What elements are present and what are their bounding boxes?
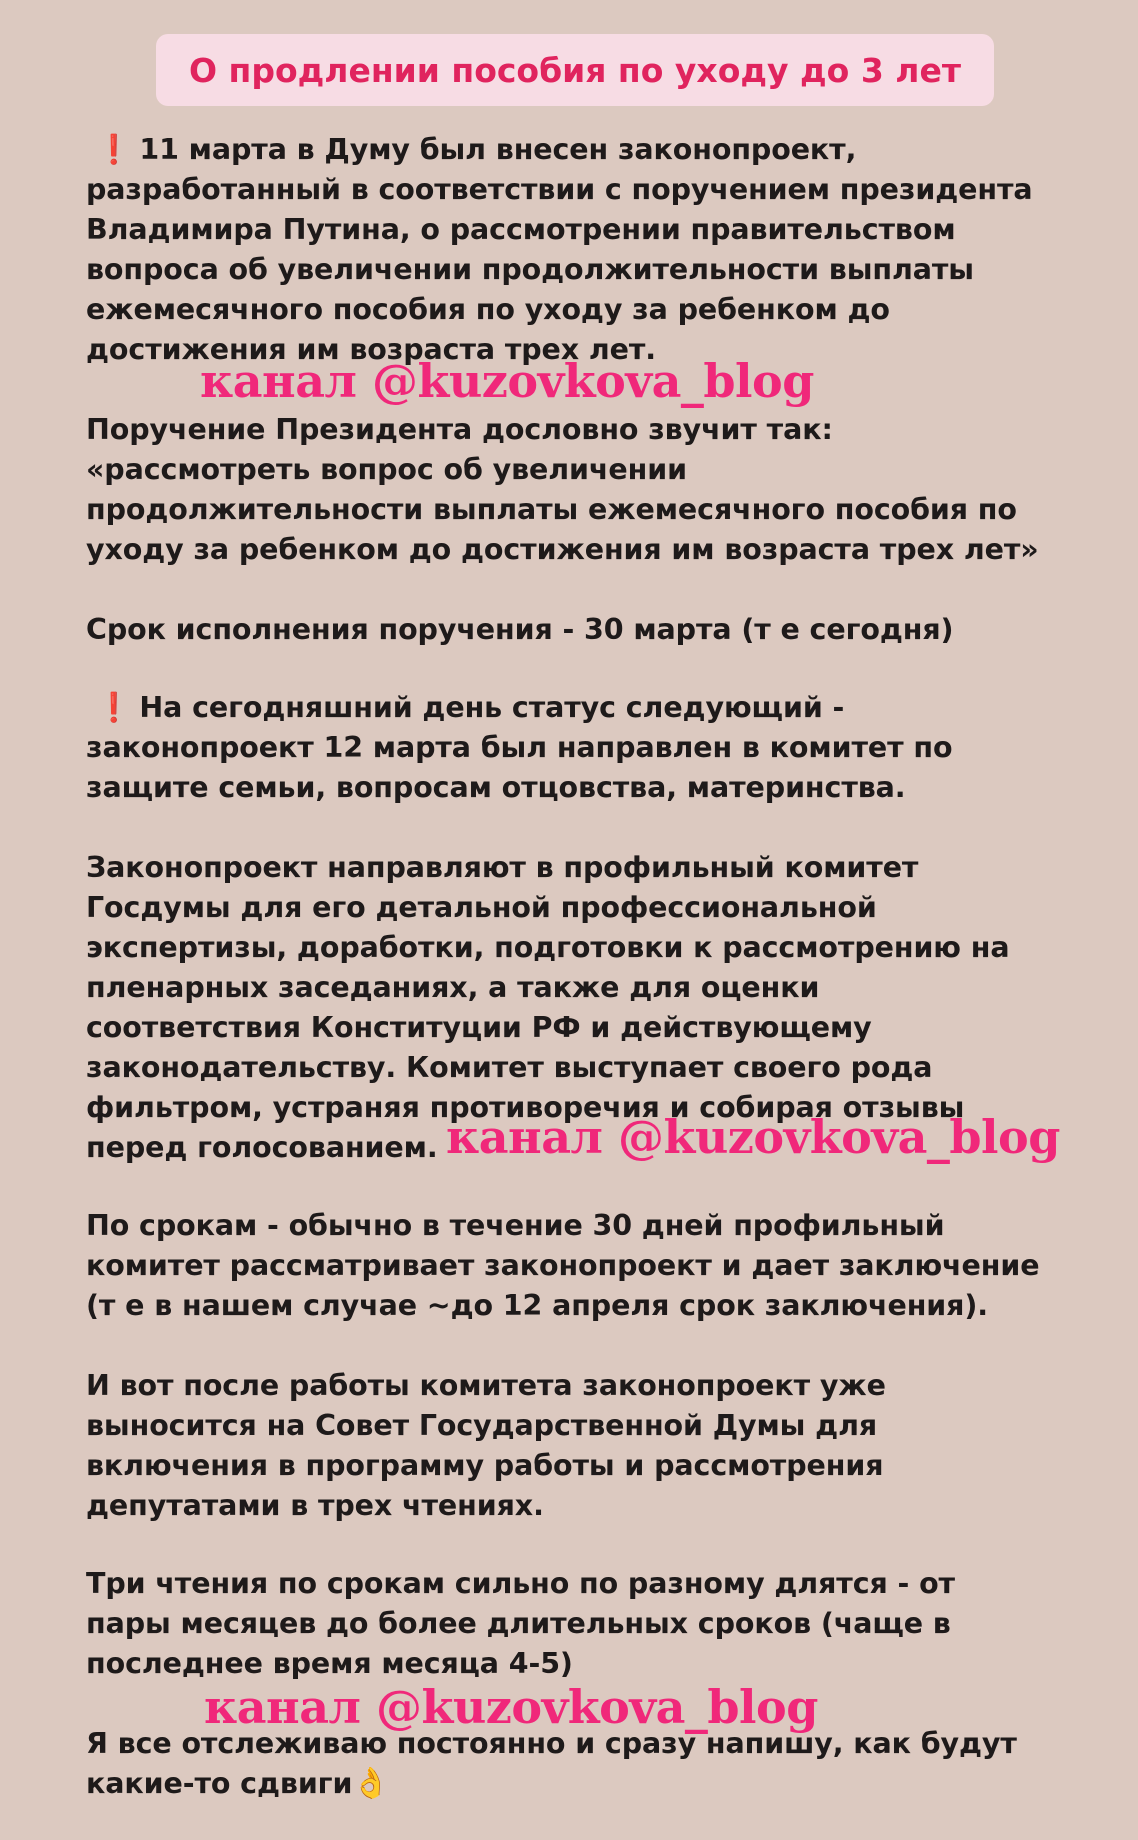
paragraph-follow-up — [86, 1724, 1086, 1804]
text-line: Поручение Президента дословно звучит так: — [86, 413, 833, 446]
text-line: Владимира Путина, о рассмотрении правительством — [86, 213, 956, 246]
paragraph-bill-introduced — [86, 130, 1086, 370]
text-line: фильтром, устраняя противоречия и собирая отзывы — [86, 1091, 965, 1124]
text-line: На сегодняшний день статус следующий - — [139, 691, 845, 724]
exclamation-icon: ❗ — [96, 691, 132, 724]
text-line: Три чтения по срокам сильно по разному длятся - от — [86, 1567, 955, 1600]
text-line: какие-то сдвиги — [86, 1767, 353, 1800]
text-line: пары месяцев до более длительных сроков (чаще в — [86, 1607, 951, 1640]
page-title: О продлении пособия по уходу до 3 лет — [189, 50, 961, 90]
paragraph-president-order — [86, 410, 1086, 570]
text-line: вопроса об увеличении продолжительности выплаты — [86, 253, 974, 286]
text-line: соответствия Конституции РФ и действующему — [86, 1011, 872, 1044]
text-line: экспертизы, доработки, подготовки к рассмотрению на — [86, 931, 1010, 964]
watermark-channel: канал @kuzovkova_blog — [200, 354, 814, 408]
text-line: пленарных заседаниях, а также для оценки — [86, 971, 820, 1004]
watermark-channel: канал @kuzovkova_blog — [204, 1680, 818, 1734]
text-line: разработанный в соответствии с поручением президента — [86, 173, 1033, 206]
text-line: продолжительности выплаты ежемесячного пособия по — [86, 493, 1017, 526]
paragraph-timing — [86, 1206, 1086, 1326]
ok-hand-emoji-icon: 👌 — [352, 1766, 390, 1801]
text-line: достижения им возраста трех лет. — [86, 333, 657, 366]
paragraph-duma-council — [86, 1366, 1086, 1526]
paragraph-status — [86, 688, 1086, 808]
text-line: «рассмотреть вопрос об увеличении — [86, 453, 687, 486]
exclamation-icon: ❗ — [96, 133, 132, 166]
watermark-channel: канал @kuzovkova_blog — [446, 1110, 1060, 1164]
paragraph-readings — [86, 1564, 1086, 1684]
text-line: депутатами в трех чтениях. — [86, 1489, 544, 1522]
text-line: По срокам - обычно в течение 30 дней профильный — [86, 1209, 945, 1242]
text-line: (т е в нашем случае ~до 12 апреля срок заключения). — [86, 1289, 989, 1322]
title-banner — [156, 34, 994, 106]
text-line: Я все отслеживаю постоянно и сразу напишу, как будут — [86, 1727, 1017, 1760]
paragraph-deadline — [86, 610, 1086, 650]
text-line: уходу за ребенком до достижения им возраста трех лет» — [86, 533, 1039, 566]
text-line: защите семьи, вопросам отцовства, материнства. — [86, 771, 906, 804]
text-line: перед голосованием. — [86, 1131, 438, 1164]
text-line: законодательству. Комитет выступает своего рода — [86, 1051, 933, 1084]
text-line: включения в программу работы и рассмотрения — [86, 1449, 884, 1482]
text-line: законопроект 12 марта был направлен в комитет по — [86, 731, 953, 764]
text-line: Законопроект направляют в профильный комитет — [86, 851, 919, 884]
text-line: 11 марта в Думу был внесен законопроект, — [139, 133, 857, 166]
text-line: И вот после работы комитета законопроект уже — [86, 1369, 886, 1402]
text-line: Срок исполнения поручения - 30 марта (т е сегодня) — [86, 613, 954, 646]
text-line: последнее время месяца 4-5) — [86, 1647, 573, 1680]
text-line: Госдумы для его детальной профессиональной — [86, 891, 877, 924]
text-line: ежемесячного пособия по уходу за ребенком до — [86, 293, 890, 326]
text-line: выносится на Совет Государственной Думы для — [86, 1409, 878, 1442]
text-line: комитет рассматривает законопроект и дает заключение — [86, 1249, 1040, 1282]
